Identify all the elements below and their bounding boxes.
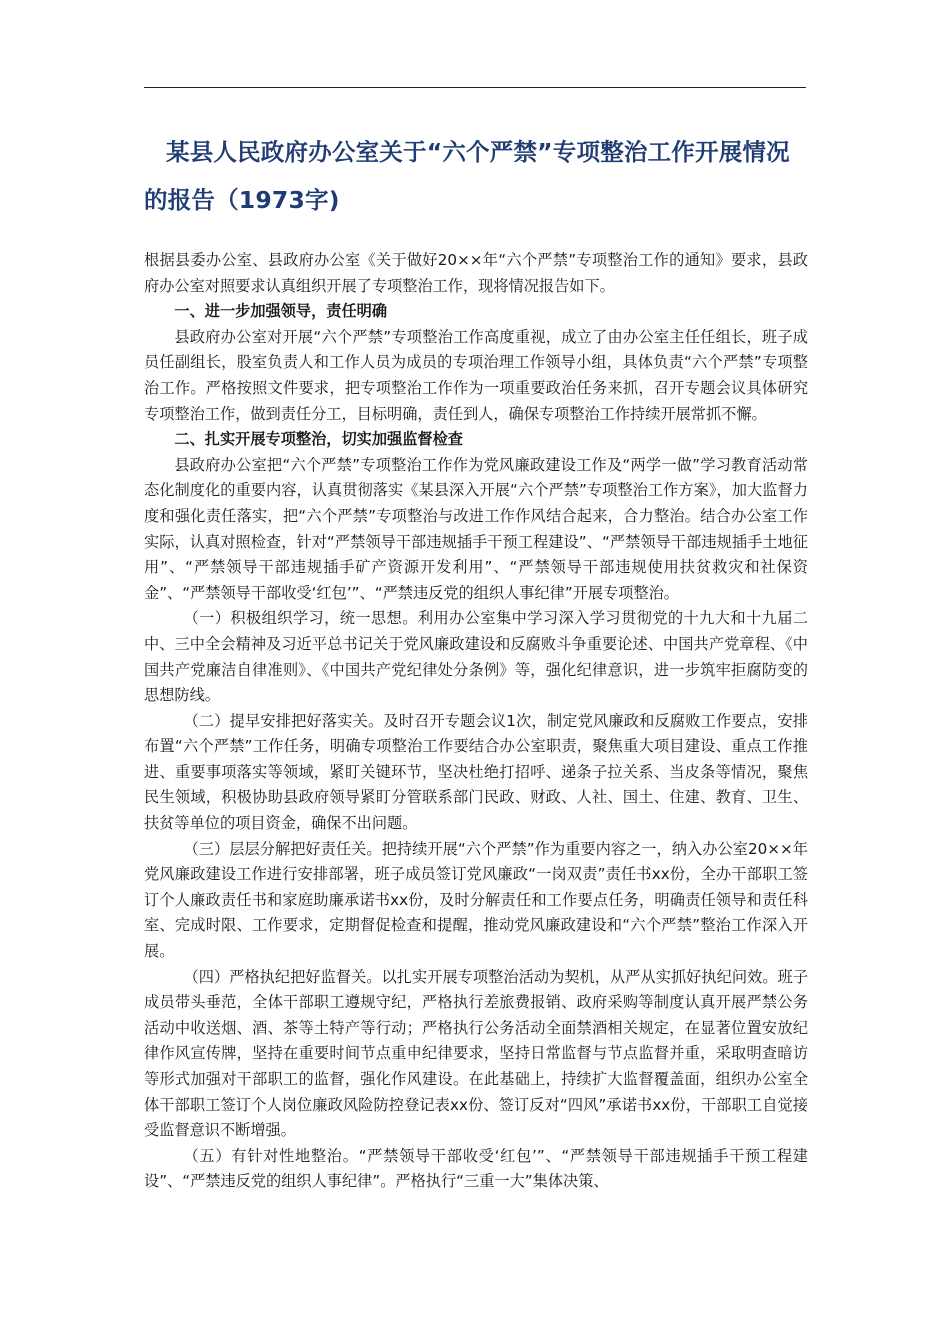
subsection-3-paragraph: （三）层层分解把好责任关。把持续开展“六个严禁”作为重要内容之一，纳入办公室20××年党风廉政建设工作进行安排部署，班子成员签订党风廉政“一岗双责”责任书xx份，全办干部职工签订个人廉政责任书和家庭助廉承诺书xx份，及时分解责任和工作要点任务，明确责任领导和责任科室、完成时限、工作要求，定期督促检查和提醒，推动党风廉政建设和“六个严禁”整治工作深入开展。 (144, 839, 808, 961)
subsection-2-paragraph: （二）提早安排把好落实关。及时召开专题会议1次，制定党风廉政和反腐败工作要点，安排布置“六个严禁”工作任务，明确专项整治工作要结合办公室职责，聚焦重大项目建设、重点工作推进、重要事项落实等领域，紧盯关键环节，坚决杜绝打招呼、递条子拉关系、当皮条等情况，聚焦民生领域，积极协助县政府领导紧盯分管联系部门民政、财政、人社、国土、住建、教育、卫生、扶贫等单位的项目资金，确保不出问题。 (144, 711, 808, 833)
header-rule (144, 87, 806, 88)
section-heading-1: 一、进一步加强领导，责任明确 (174, 302, 388, 321)
subsection-1-paragraph: （一）积极组织学习，统一思想。利用办公室集中学习深入学习贯彻党的十九大和十九届二中、三中全会精神及习近平总书记关于党风廉政建设和反腐败斗争重要论述、中国共产党章程、《中国共产党廉洁自律准则》、《中国共产党纪律处分条例》等，强化纪律意识，进一步筑牢拒腐防变的思想防线。 (144, 609, 808, 705)
subsection-5-paragraph: （五）有针对性地整治。“严禁领导干部收受‘红包’”、“严禁领导干部违规插手干预工程建设”、“严禁违反党的组织人事纪律”。严格执行“三重一大”集体决策、 (144, 1146, 808, 1191)
section-2-paragraph: 县政府办公室把“六个严禁”专项整治工作作为党风廉政建设工作及“两学一做”学习教育活动常态化制度化的重要内容，认真贯彻落实《某县深入开展“六个严禁”专项整治工作方案》，加大监督力度和强化责任落实，把“六个严禁”专项整治与改进工作作风结合起来，合力整治。结合办公室工作实际，认真对照检查，针对“严禁领导干部违规插手干预工程建设”、“严禁领导干部违规插手土地征用”、“严禁领导干部违规插手矿产资源开发利用”、“严禁领导干部违规使用扶贫救灾和社保资金”、“严禁领导干部收受‘红包’”、“严禁违反党的组织人事纪律”开展专项整治。 (144, 455, 808, 602)
document-body (144, 248, 808, 1195)
section-heading-2: 二、扎实开展专项整治，切实加强监督检查 (174, 430, 463, 449)
subsection-4-paragraph: （四）严格执纪把好监督关。以扎实开展专项整治活动为契机，从严从实抓好执纪问效。班子成员带头垂范，全体干部职工遵规守纪，严格执行差旅费报销、政府采购等制度认真开展严禁公务活动中收送烟、酒、茶等土特产等行动；严格执行公务活动全面禁酒相关规定，在显著位置安放纪律作风宣传牌，坚持在重要时间节点重申纪律要求，坚持日常监督与节点监督并重，采取明查暗访等形式加强对干部职工的监督，强化作风建设。在此基础上，持续扩大监督覆盖面，组织办公室全体干部职工签订个人岗位廉政风险防控登记表xx份、签订反对“四风”承诺书xx份，干部职工自觉接受监督意识不断增强。 (144, 967, 808, 1140)
intro-paragraph: 根据县委办公室、县政府办公室《关于做好20××年“六个严禁”专项整治工作的通知》要求，县政府办公室对照要求认真组织开展了专项整治工作，现将情况报告如下。 (144, 251, 808, 295)
document-title: 某县人民政府办公室关于“六个严禁”专项整治工作开展情况的报告（1973字) (144, 138, 790, 214)
section-1-paragraph: 县政府办公室对开展“六个严禁”专项整治工作高度重视，成立了由办公室主任任组长，班子成员任副组长，股室负责人和工作人员为成员的专项治理工作领导小组，具体负责“六个严禁”专项整治工作。严格按照文件要求，把专项整治工作作为一项重要政治任务来抓，召开专题会议具体研究专项整治工作，做到责任分工，目标明确，责任到人，确保专项整治工作持续开展常抓不懈。 (144, 327, 808, 423)
